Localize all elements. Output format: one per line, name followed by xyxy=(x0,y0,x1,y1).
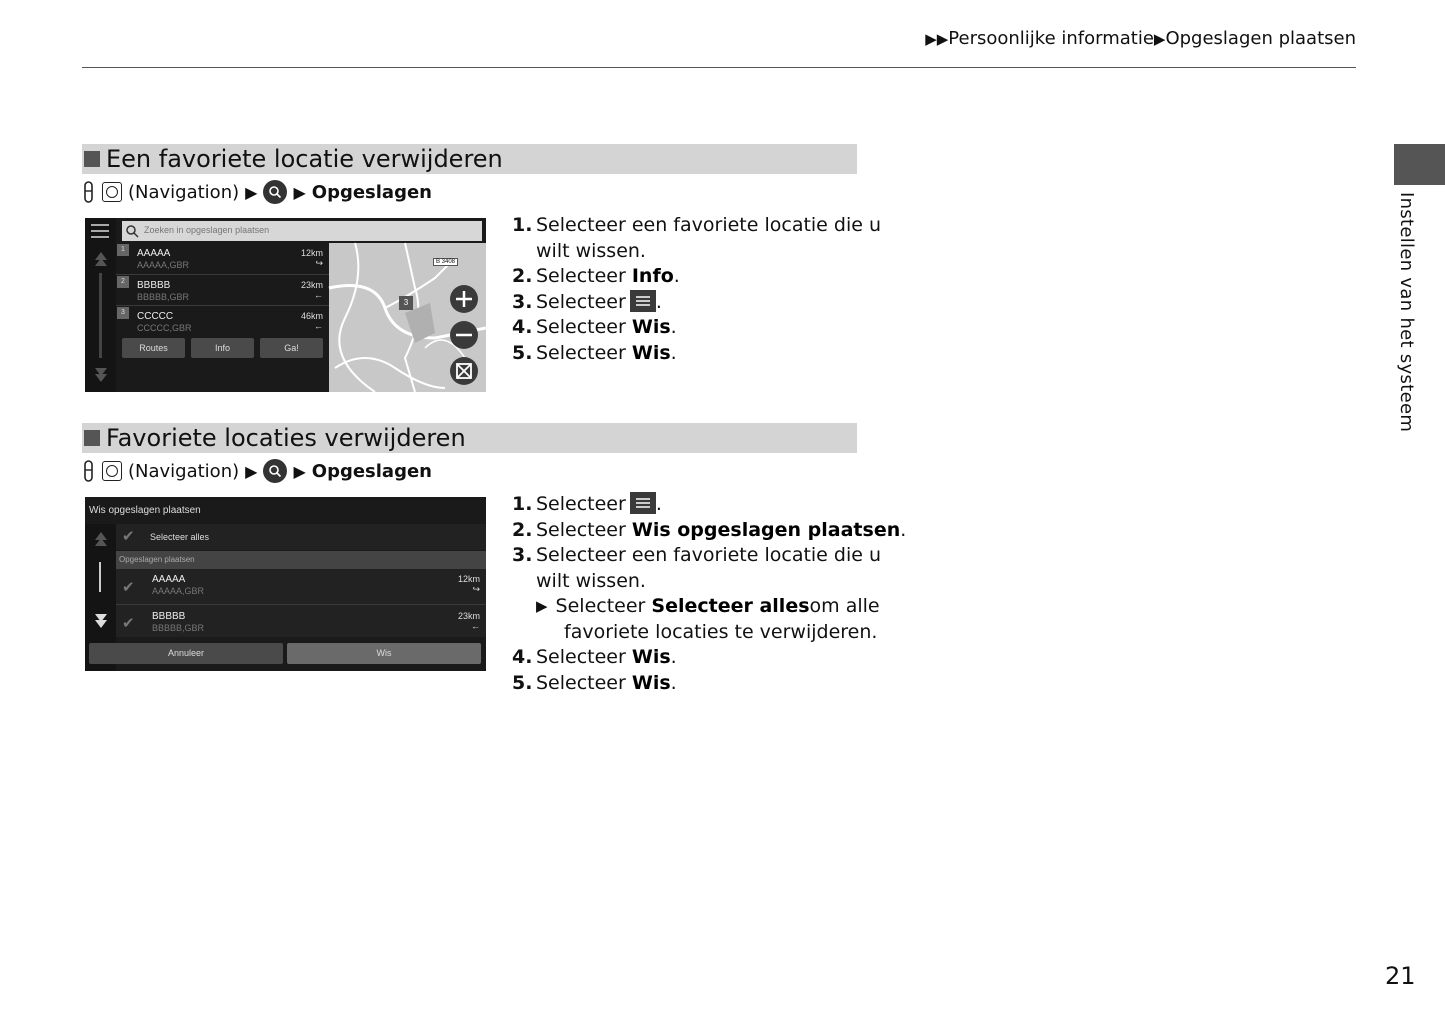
search-input[interactable]: Zoeken in opgeslagen plaatsen xyxy=(144,225,270,235)
scroll-up-icon[interactable] xyxy=(94,250,108,268)
search-icon xyxy=(263,459,287,483)
screen-title: Wis opgeslagen plaatsen xyxy=(89,505,201,516)
road-label: B 3408 xyxy=(433,258,458,266)
step-number: 2. xyxy=(512,518,533,541)
step-number: 3. xyxy=(512,290,533,313)
step-text: Selecteer xyxy=(536,316,626,338)
navigation-icon xyxy=(102,182,122,202)
chapter-tab-marker xyxy=(1394,144,1445,185)
steps-list xyxy=(512,213,881,366)
item-address: CCCCC,GBR xyxy=(137,323,192,333)
check-icon: ✔ xyxy=(122,528,135,545)
check-icon: ✔ xyxy=(122,579,135,596)
step xyxy=(512,315,881,341)
section-square-icon xyxy=(84,151,100,167)
step-text: Selecteer xyxy=(536,493,626,515)
step-number: 5. xyxy=(512,341,533,364)
group-header xyxy=(116,551,486,569)
step-text: Selecteer xyxy=(536,518,626,541)
triangle-icon: ▶ xyxy=(245,461,258,481)
step-text: . xyxy=(670,646,677,668)
step-text: . xyxy=(900,518,907,541)
item-distance: 23km xyxy=(457,611,480,621)
navigation-icon xyxy=(102,461,122,481)
item-distance: 12km xyxy=(300,248,323,258)
section-header xyxy=(82,144,857,174)
step-text: Selecteer xyxy=(555,595,646,617)
step-number: 3. xyxy=(512,544,533,566)
step-text: Selecteer xyxy=(536,646,626,668)
step-number: 5. xyxy=(512,671,533,694)
step xyxy=(512,239,881,265)
select-all-row[interactable] xyxy=(116,524,486,550)
header-divider xyxy=(82,67,1356,68)
triangle-icon: ▶ xyxy=(1153,30,1166,48)
step-text: om alle xyxy=(809,595,880,617)
triangle-icon: ▶ xyxy=(536,597,548,615)
item-name: AAAAA xyxy=(137,248,171,259)
item-distance: 12km xyxy=(457,574,480,584)
item-index: 2 xyxy=(117,276,129,288)
step xyxy=(512,569,906,595)
finger-press-icon xyxy=(82,460,96,482)
step-text: Selecteer een favoriete locatie die u xyxy=(536,544,882,566)
list-item[interactable] xyxy=(116,275,329,306)
breadcrumb-item: Opgeslagen plaatsen xyxy=(1165,28,1356,49)
triangle-icon: ▶ xyxy=(293,461,306,481)
step-text: favoriete locaties te verwijderen. xyxy=(564,620,878,643)
section-title: Een favoriete locatie verwijderen xyxy=(106,145,503,173)
path-target: Opgeslagen xyxy=(311,460,432,482)
step xyxy=(512,341,881,367)
step xyxy=(512,492,906,518)
menu-icon xyxy=(630,492,656,514)
cancel-button[interactable]: Annuleer xyxy=(89,643,283,664)
go-button[interactable]: Ga! xyxy=(260,338,323,358)
step-number: 2. xyxy=(512,265,533,287)
navigation-path xyxy=(82,180,432,204)
list-item[interactable] xyxy=(116,569,486,605)
step-number: 4. xyxy=(512,316,533,338)
step-text: . xyxy=(670,316,677,338)
step-text: . xyxy=(673,265,680,287)
zoom-out-icon[interactable] xyxy=(449,320,479,350)
finger-press-icon xyxy=(82,181,96,203)
item-name: BBBBB xyxy=(152,611,186,622)
step-text: Selecteer xyxy=(536,265,626,287)
scroll-down-icon[interactable] xyxy=(94,366,108,384)
step xyxy=(512,671,906,697)
step-text: Selecteer xyxy=(536,290,626,313)
saved-places-screen xyxy=(85,218,486,392)
delete-saved-places-screen xyxy=(85,497,486,671)
select-all-label: Selecteer alles xyxy=(150,532,210,542)
group-label: Opgeslagen plaatsen xyxy=(119,555,195,564)
check-icon: ✔ xyxy=(122,615,135,632)
step xyxy=(512,543,906,569)
item-name: AAAAA xyxy=(152,574,186,585)
step xyxy=(512,264,881,290)
search-icon xyxy=(125,224,139,238)
path-target: Opgeslagen xyxy=(311,181,432,203)
turn-right-icon: ↪ xyxy=(472,584,480,594)
step-text: wilt wissen. xyxy=(536,239,646,262)
arrow-left-icon: ← xyxy=(314,290,323,300)
triangle-icon: ▶ xyxy=(293,182,306,202)
arrow-left-icon: ← xyxy=(471,621,480,631)
step-text: Selecteer xyxy=(536,341,626,364)
step-text: wilt wissen. xyxy=(536,569,646,592)
chapter-label: Instellen van het systeem xyxy=(1396,192,1417,433)
item-distance: 23km xyxy=(300,280,323,290)
step xyxy=(512,213,881,239)
step-number: 4. xyxy=(512,646,533,668)
item-index: 3 xyxy=(117,307,129,319)
list-item[interactable] xyxy=(116,306,329,336)
step-number: 1. xyxy=(512,214,533,236)
scroll-down-icon[interactable] xyxy=(94,612,108,630)
section-title: Favoriete locaties verwijderen xyxy=(106,424,466,452)
item-address: BBBBB,GBR xyxy=(152,623,205,633)
menu-icon xyxy=(630,290,656,312)
section-header xyxy=(82,423,857,453)
list-item[interactable] xyxy=(116,605,486,637)
step-keyword: Wis xyxy=(631,646,671,668)
scrollbar[interactable] xyxy=(99,562,101,592)
item-distance: 46km xyxy=(300,311,323,321)
step-keyword: Info xyxy=(631,265,674,287)
zoom-in-icon[interactable] xyxy=(449,284,479,314)
turn-right-icon: ↪ xyxy=(315,258,323,268)
step-text: . xyxy=(655,290,662,313)
step-keyword: Wis xyxy=(631,671,671,694)
breadcrumb xyxy=(925,28,1356,49)
breadcrumb-item: Persoonlijke informatie xyxy=(948,28,1154,49)
fullscreen-icon[interactable] xyxy=(449,356,479,386)
page-number: 21 xyxy=(1385,962,1416,990)
item-address: AAAAA,GBR xyxy=(152,586,205,596)
arrow-left-icon: ← xyxy=(314,321,323,331)
scroll-up-icon[interactable] xyxy=(94,530,108,548)
step-keyword: Wis xyxy=(631,316,671,338)
step-keyword: Wis xyxy=(631,341,671,364)
step-text: Selecteer xyxy=(536,671,626,694)
routes-button[interactable]: Routes xyxy=(122,338,185,358)
step-keyword: Selecteer alles xyxy=(651,595,810,617)
item-index: 1 xyxy=(117,244,129,256)
steps-list xyxy=(512,492,906,696)
delete-button[interactable]: Wis xyxy=(287,643,481,664)
search-icon xyxy=(263,180,287,204)
menu-icon[interactable] xyxy=(91,223,111,239)
navigation-label: (Navigation) xyxy=(128,460,240,482)
triangle-icon: ▶ xyxy=(245,182,258,202)
navigation-label: (Navigation) xyxy=(128,181,240,203)
step-text: . xyxy=(670,341,677,364)
substep xyxy=(512,594,906,620)
step-keyword: Wis opgeslagen plaatsen xyxy=(631,518,901,541)
step-text: Selecteer een favoriete locatie die u xyxy=(536,214,882,236)
step xyxy=(512,518,906,544)
step xyxy=(512,290,881,316)
substep xyxy=(512,620,906,646)
map-pin: 3 xyxy=(399,296,413,310)
step-number: 1. xyxy=(512,493,533,515)
item-address: BBBBB,GBR xyxy=(137,292,190,302)
step xyxy=(512,645,906,671)
list-item[interactable] xyxy=(116,243,329,275)
item-address: AAAAA,GBR xyxy=(137,260,190,270)
step-text: . xyxy=(655,493,662,515)
section-square-icon xyxy=(84,430,100,446)
navigation-path xyxy=(82,459,432,483)
item-name: CCCCC xyxy=(137,311,174,322)
item-name: BBBBB xyxy=(137,280,171,291)
info-button[interactable]: Info xyxy=(191,338,254,358)
double-triangle-icon: ▶▶ xyxy=(925,30,949,48)
step-text: . xyxy=(670,671,677,694)
